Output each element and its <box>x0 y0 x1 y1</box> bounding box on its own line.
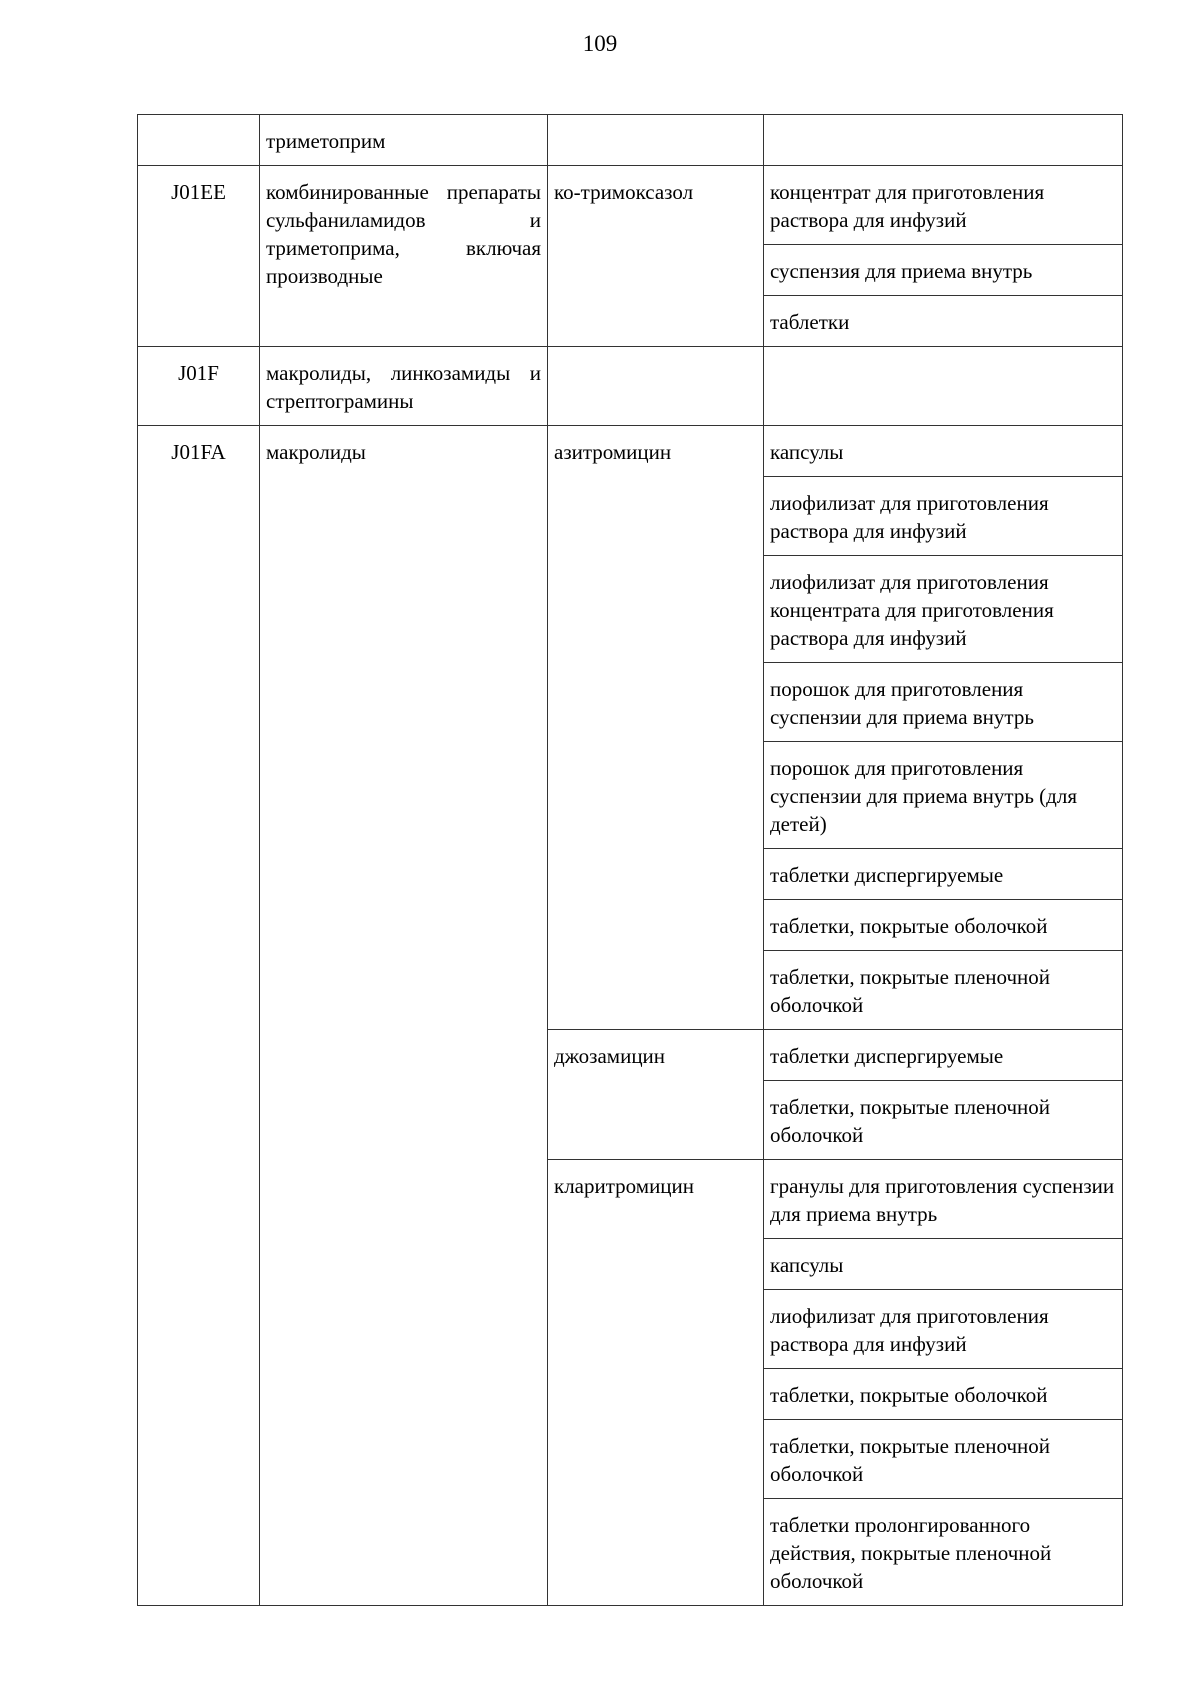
dosage-form-cell: лиофилизат для приготовления раствора для инфузий <box>764 477 1123 556</box>
dosage-form-cell: гранулы для приготовления суспензии для приема внутрь <box>764 1160 1123 1239</box>
atc-code-cell: J01EE <box>138 166 260 347</box>
dosage-form-cell: концентрат для приготовления раствора для инфузий <box>764 166 1123 245</box>
table-row <box>138 166 1123 245</box>
dosage-form-cell: таблетки диспергируемые <box>764 1030 1123 1081</box>
dosage-form-cell: порошок для приготовления суспензии для приема внутрь (для детей) <box>764 742 1123 849</box>
atc-code-cell: J01FA <box>138 426 260 1606</box>
dosage-form-cell: лиофилизат для приготовления раствора для инфузий <box>764 1290 1123 1369</box>
drug-name-cell <box>548 347 764 426</box>
dosage-form-cell: таблетки, покрытые пленочной оболочкой <box>764 951 1123 1030</box>
dosage-form-cell <box>764 115 1123 166</box>
table-row <box>138 426 1123 477</box>
atc-code-cell <box>138 115 260 166</box>
page-number: 109 <box>582 31 618 56</box>
atc-code-cell: J01F <box>138 347 260 426</box>
group-name-cell: макролиды <box>260 426 548 1606</box>
dosage-form-cell: лиофилизат для приготовления концентрата для приготовления раствора для инфузий <box>764 556 1123 663</box>
group-name-cell: макролиды, линкозамиды и стрептограмины <box>260 347 548 426</box>
drug-name-cell <box>548 115 764 166</box>
dosage-form-cell: капсулы <box>764 1239 1123 1290</box>
group-name-cell: триметоприм <box>260 115 548 166</box>
drug-table <box>137 114 1123 1606</box>
table-row <box>138 115 1123 166</box>
dosage-form-cell: таблетки диспергируемые <box>764 849 1123 900</box>
dosage-form-cell: таблетки, покрытые пленочной оболочкой <box>764 1420 1123 1499</box>
group-name-cell: комбинированные препараты сульфаниламидов и триметоприма, включая производные <box>260 166 548 347</box>
drug-table-body <box>138 115 1123 1606</box>
dosage-form-cell: таблетки, покрытые оболочкой <box>764 1369 1123 1420</box>
table-row <box>138 347 1123 426</box>
drug-name-cell: азитромицин <box>548 426 764 1030</box>
dosage-form-cell: таблетки <box>764 296 1123 347</box>
dosage-form-cell: порошок для приготовления суспензии для приема внутрь <box>764 663 1123 742</box>
drug-name-cell: джозамицин <box>548 1030 764 1160</box>
dosage-form-cell: суспензия для приема внутрь <box>764 245 1123 296</box>
dosage-form-cell: таблетки, покрытые пленочной оболочкой <box>764 1081 1123 1160</box>
dosage-form-cell: капсулы <box>764 426 1123 477</box>
drug-name-cell: ко-тримоксазол <box>548 166 764 347</box>
drug-name-cell: кларитромицин <box>548 1160 764 1606</box>
dosage-form-cell <box>764 347 1123 426</box>
dosage-form-cell: таблетки пролонгированного действия, покрытые пленочной оболочкой <box>764 1499 1123 1606</box>
dosage-form-cell: таблетки, покрытые оболочкой <box>764 900 1123 951</box>
